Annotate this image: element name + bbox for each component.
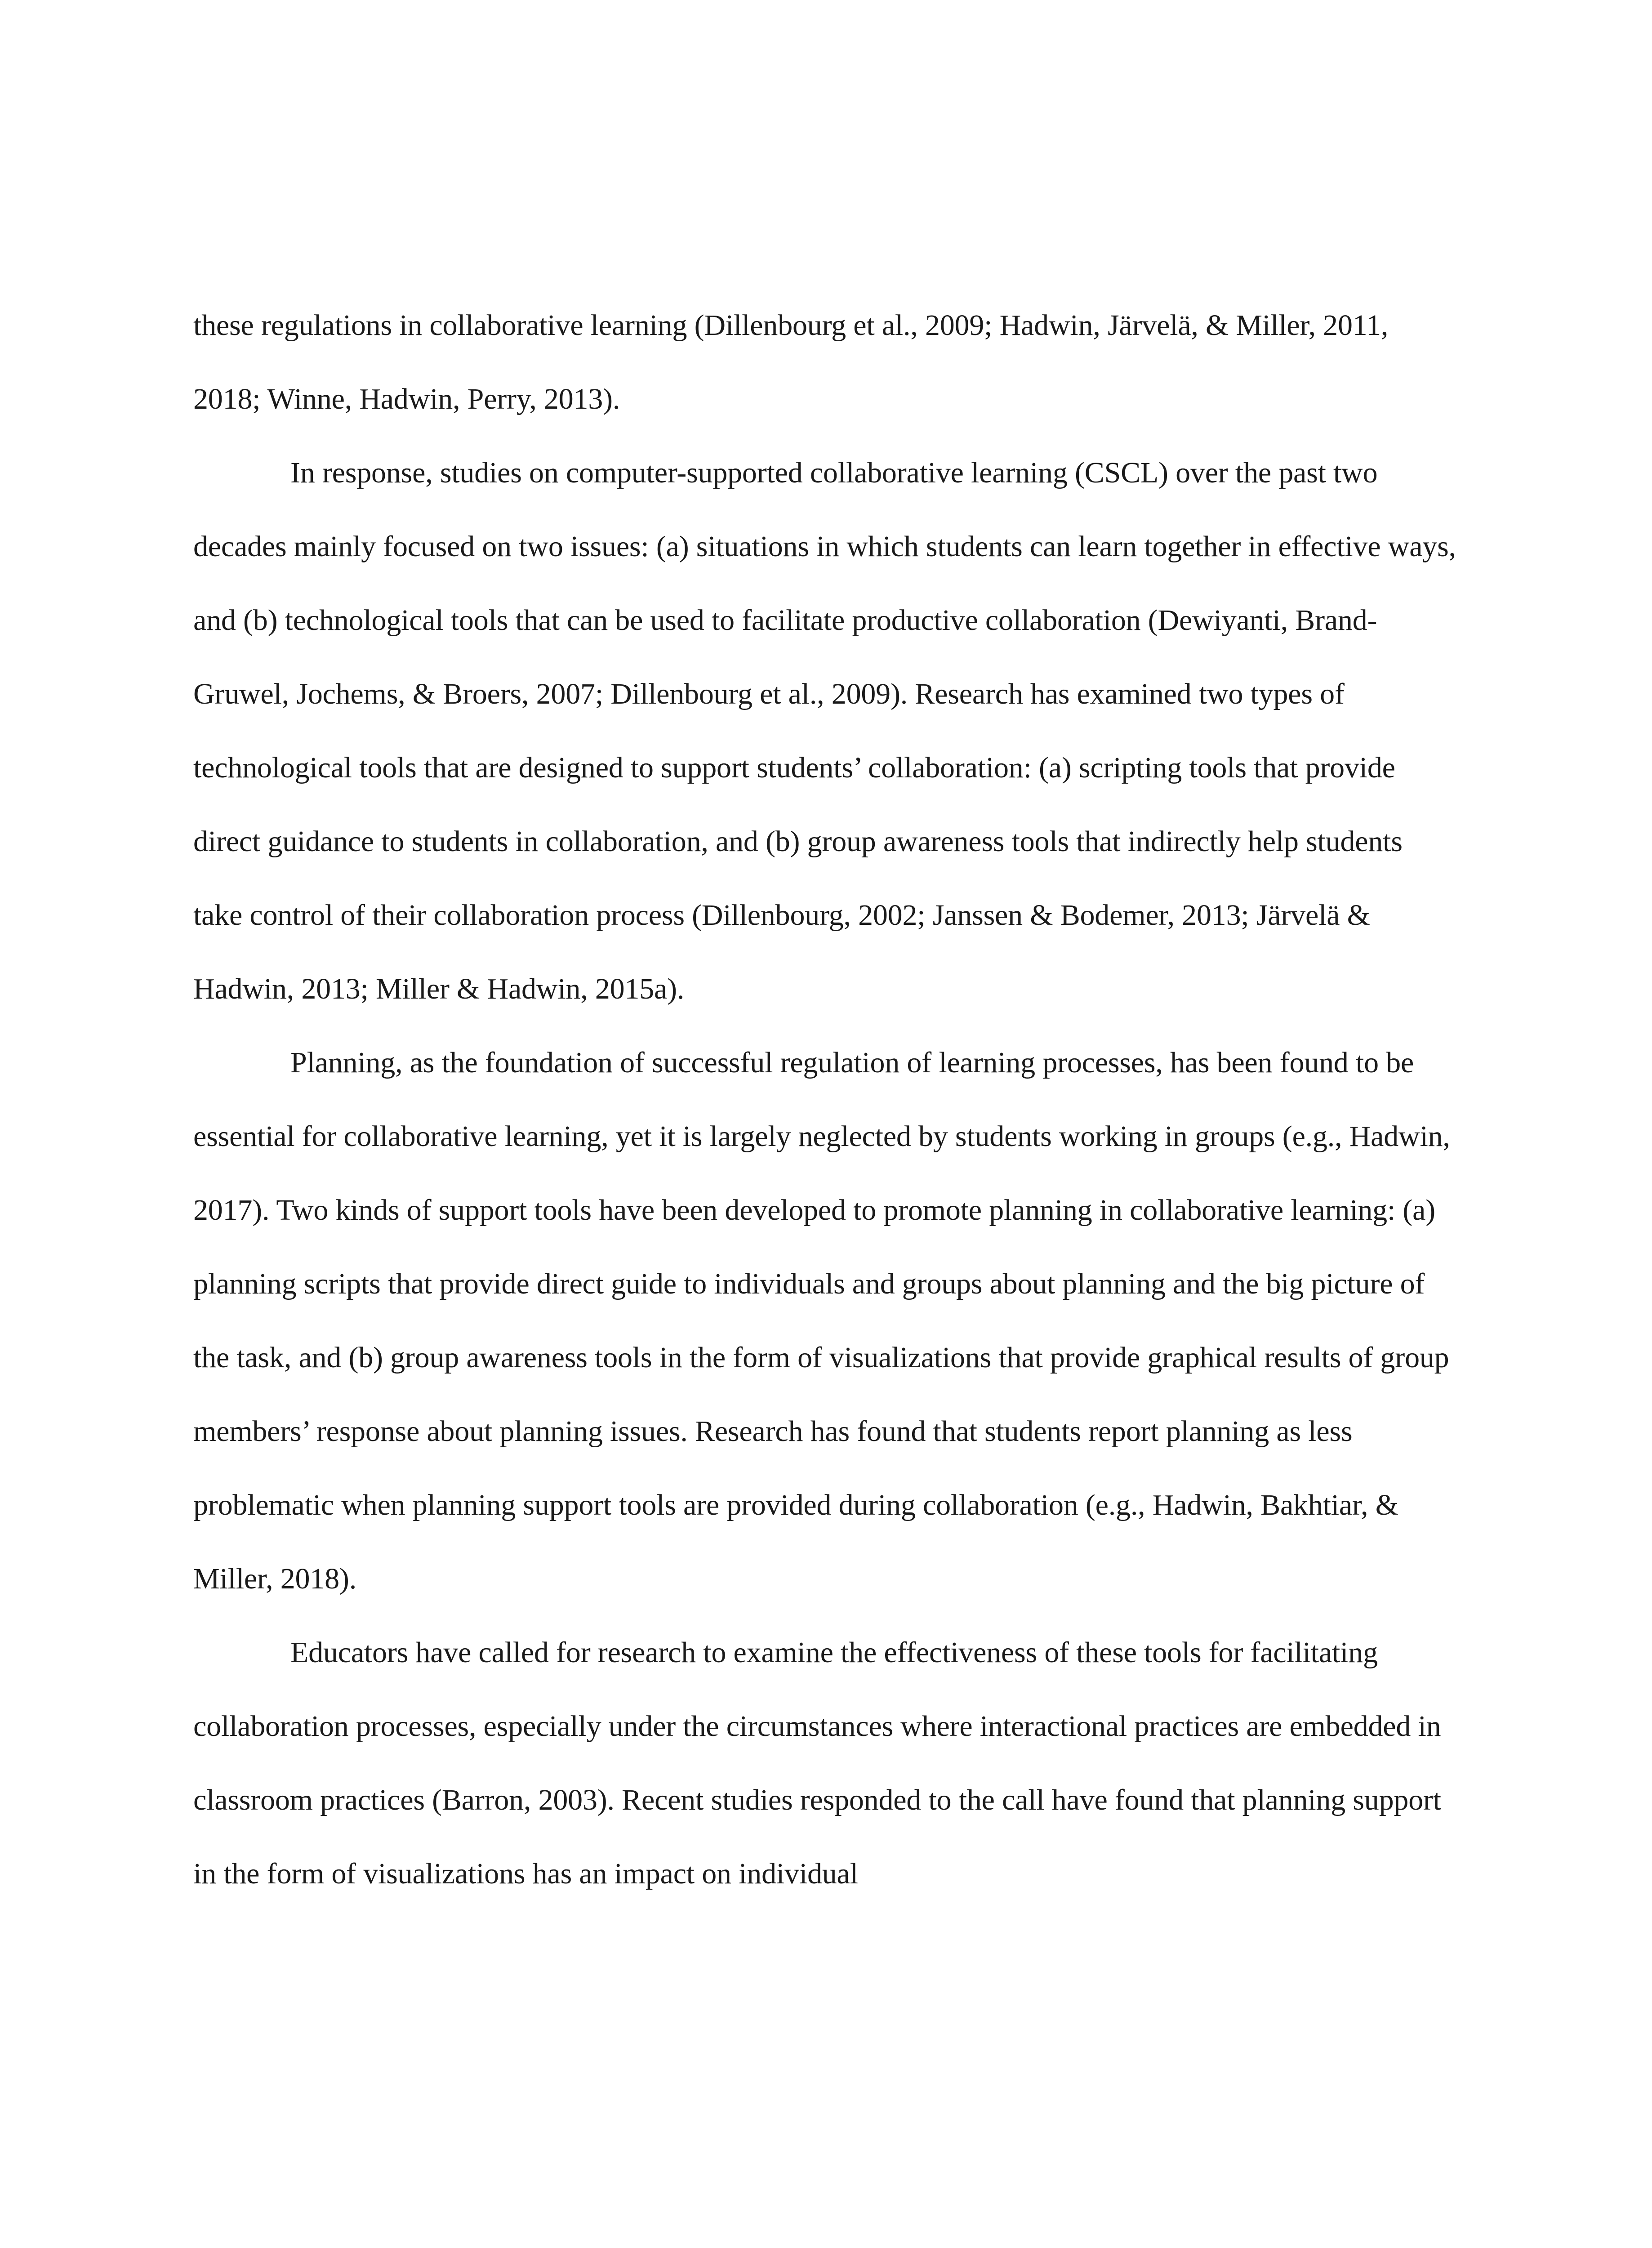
paragraph-planning: Planning, as the foundation of successful regulation of learning processes, has been found to be essential for collaborative learning, yet it is largely neglected by students working in groups (e.g., Hadwin, 2017). Two kinds of support tools have been developed to promote planning in collaborative learning: (a) planning scripts that provide direct guide to individuals and groups about planning and the big picture of the task, and (b) group awareness tools in the form of visualizations that provide graphical results of group members’ response about planning issues. Research has found that students report planning as less problematic when planning support tools are provided during collaboration (e.g., Hadwin, Bakhtiar, & Miller, 2018). bbox=[193, 1046, 1450, 1595]
paragraph-educators: Educators have called for research to examine the effectiveness of these tools for facilitating collaboration processes, especially under the circumstances where interactional practices are embedded in classroom practices (Barron, 2003). Recent studies responded to the call have found that planning support in the form of visualizations has an impact on individual bbox=[193, 1636, 1441, 1890]
body-text bbox=[193, 289, 1456, 1911]
paragraph-continuation: these regulations in collaborative learning (Dillenbourg et al., 2009; Hadwin, Järvelä, & Miller, 2011, 2018; Winne, Hadwin, Perry, 2013). bbox=[193, 309, 1389, 415]
paragraph-cscl: In response, studies on computer-supported collaborative learning (CSCL) over the past two decades mainly focused on two issues: (a) situations in which students can learn together in effective ways, and (b) technological tools that can be used to facilitate productive collaboration (Dewiyanti, Brand-Gruwel, Jochems, & Broers, 2007; Dillenbourg et al., 2009). Research has examined two types of technological tools that are designed to support students’ collaboration: (a) scripting tools that provide direct guidance to students in collaboration, and (b) group awareness tools that indirectly help students take control of their collaboration process (Dillenbourg, 2002; Janssen & Bodemer, 2013; Järvelä & Hadwin, 2013; Miller & Hadwin, 2015a). bbox=[193, 456, 1456, 1005]
